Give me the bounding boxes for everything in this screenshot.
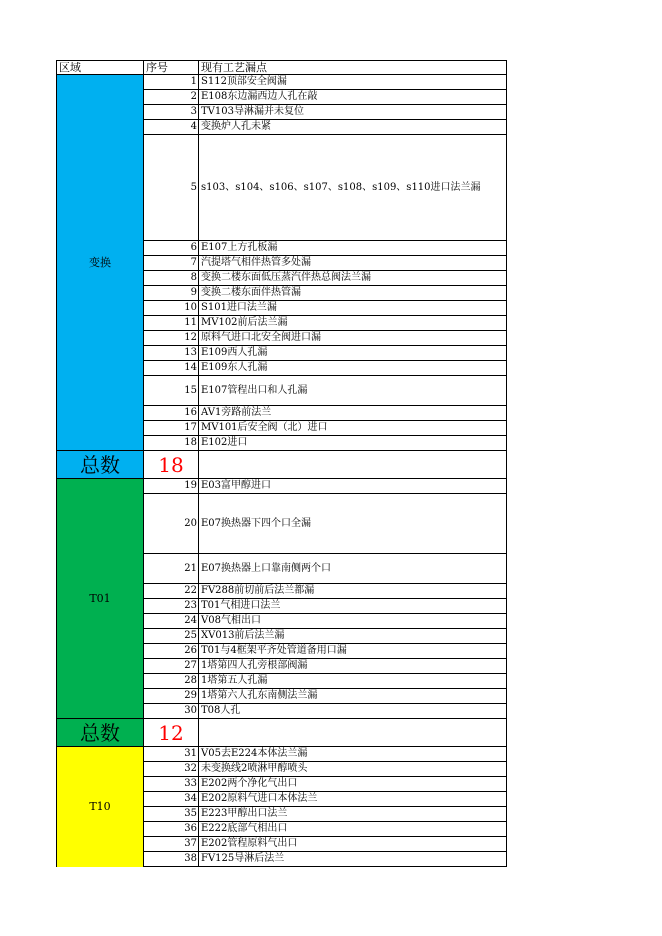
leak-point-cell[interactable]: E108东边漏西边人孔在敲 xyxy=(199,90,507,105)
leak-point-cell[interactable]: E07换热器下四个口全漏 xyxy=(199,494,507,554)
seq-cell[interactable]: 16 xyxy=(144,406,199,421)
seq-cell[interactable]: 9 xyxy=(144,286,199,301)
seq-cell[interactable]: 4 xyxy=(144,120,199,135)
total-label-cell[interactable]: 总数 xyxy=(57,451,144,479)
leak-point-cell[interactable]: XV013前后法兰漏 xyxy=(199,629,507,644)
seq-cell[interactable]: 6 xyxy=(144,241,199,256)
seq-cell[interactable]: 15 xyxy=(144,376,199,406)
leak-table xyxy=(56,60,507,867)
leak-point-cell[interactable]: MV102前后法兰漏 xyxy=(199,316,507,331)
leak-point-cell[interactable]: 未变换线2喷淋甲醇喷头 xyxy=(199,762,507,777)
seq-cell[interactable]: 7 xyxy=(144,256,199,271)
seq-cell[interactable]: 35 xyxy=(144,807,199,822)
leak-point-cell[interactable]: E102进口 xyxy=(199,436,507,451)
leak-point-cell[interactable]: E03富甲醇进口 xyxy=(199,479,507,494)
seq-cell[interactable]: 26 xyxy=(144,644,199,659)
header-leak[interactable]: 现有工艺漏点 xyxy=(199,61,507,75)
leak-point-cell[interactable]: 汽提塔气相伴热管多处漏 xyxy=(199,256,507,271)
seq-cell[interactable]: 21 xyxy=(144,554,199,584)
leak-point-cell[interactable]: 变换二楼东面伴热管漏 xyxy=(199,286,507,301)
seq-cell[interactable]: 30 xyxy=(144,704,199,719)
leak-point-cell[interactable]: AV1旁路前法兰 xyxy=(199,406,507,421)
total-count-cell[interactable]: 18 xyxy=(144,451,199,479)
seq-cell[interactable]: 20 xyxy=(144,494,199,554)
leak-point-cell[interactable]: 变换二楼东面低压蒸汽伴热总阀法兰漏 xyxy=(199,271,507,286)
table-row xyxy=(57,479,507,494)
leak-point-cell[interactable]: FV288前切前后法兰都漏 xyxy=(199,584,507,599)
leak-point-cell[interactable]: s103、s104、s106、s107、s108、s109、s110进口法兰漏 xyxy=(199,135,507,241)
leak-point-cell[interactable]: 变换炉人孔未紧 xyxy=(199,120,507,135)
leak-table-body xyxy=(57,61,507,867)
seq-cell[interactable]: 17 xyxy=(144,421,199,436)
leak-point-cell[interactable]: MV101后安全阀（北）进口 xyxy=(199,421,507,436)
header-row xyxy=(57,61,507,75)
seq-cell[interactable]: 11 xyxy=(144,316,199,331)
seq-cell[interactable]: 2 xyxy=(144,90,199,105)
seq-cell[interactable]: 32 xyxy=(144,762,199,777)
total-row xyxy=(57,719,507,747)
seq-cell[interactable]: 24 xyxy=(144,614,199,629)
seq-cell[interactable]: 36 xyxy=(144,822,199,837)
total-count-cell[interactable]: 12 xyxy=(144,719,199,747)
seq-cell[interactable]: 10 xyxy=(144,301,199,316)
seq-cell[interactable]: 8 xyxy=(144,271,199,286)
leak-point-cell[interactable]: E07换热器上口靠南侧两个口 xyxy=(199,554,507,584)
seq-cell[interactable]: 34 xyxy=(144,792,199,807)
leak-point-cell[interactable]: S112顶部安全阀漏 xyxy=(199,75,507,90)
seq-cell[interactable]: 14 xyxy=(144,361,199,376)
leak-point-cell[interactable]: T01气相进口法兰 xyxy=(199,599,507,614)
seq-cell[interactable]: 22 xyxy=(144,584,199,599)
leak-point-cell[interactable]: E202管程原料气出口 xyxy=(199,837,507,852)
seq-cell[interactable]: 25 xyxy=(144,629,199,644)
leak-point-cell[interactable]: TV103导淋漏并未复位 xyxy=(199,105,507,120)
total-row xyxy=(57,451,507,479)
seq-cell[interactable]: 37 xyxy=(144,837,199,852)
seq-cell[interactable]: 18 xyxy=(144,436,199,451)
leak-point-cell[interactable]: E107上方孔板漏 xyxy=(199,241,507,256)
leak-point-cell[interactable]: E202两个净化气出口 xyxy=(199,777,507,792)
header-region[interactable]: 区域 xyxy=(57,61,144,75)
header-seq[interactable]: 序号 xyxy=(144,61,199,75)
leak-point-cell[interactable]: 原料气进口北安全阀进口漏 xyxy=(199,331,507,346)
seq-cell[interactable]: 13 xyxy=(144,346,199,361)
table-row xyxy=(57,747,507,762)
leak-point-cell[interactable]: E107管程出口和人孔漏 xyxy=(199,376,507,406)
seq-cell[interactable]: 28 xyxy=(144,674,199,689)
leak-point-cell[interactable]: FV125导淋后法兰 xyxy=(199,852,507,867)
region-cell[interactable]: 变换 xyxy=(57,75,144,451)
leak-point-cell[interactable]: E109西人孔漏 xyxy=(199,346,507,361)
seq-cell[interactable]: 12 xyxy=(144,331,199,346)
seq-cell[interactable]: 5 xyxy=(144,135,199,241)
seq-cell[interactable]: 27 xyxy=(144,659,199,674)
leak-point-cell[interactable]: V05去E224本体法兰漏 xyxy=(199,747,507,762)
seq-cell[interactable]: 31 xyxy=(144,747,199,762)
total-label-cell[interactable]: 总数 xyxy=(57,719,144,747)
spreadsheet xyxy=(56,60,506,867)
seq-cell[interactable]: 3 xyxy=(144,105,199,120)
leak-point-cell[interactable]: E222底部气相出口 xyxy=(199,822,507,837)
leak-point-cell[interactable]: S101进口法兰漏 xyxy=(199,301,507,316)
leak-point-cell[interactable]: V08气相出口 xyxy=(199,614,507,629)
leak-point-cell[interactable]: T01与4框架平齐处管道备用口漏 xyxy=(199,644,507,659)
blank-cell[interactable] xyxy=(199,719,507,747)
seq-cell[interactable]: 38 xyxy=(144,852,199,867)
seq-cell[interactable]: 19 xyxy=(144,479,199,494)
seq-cell[interactable]: 1 xyxy=(144,75,199,90)
region-cell[interactable]: T10 xyxy=(57,747,144,867)
leak-point-cell[interactable]: 1塔第五人孔漏 xyxy=(199,674,507,689)
leak-point-cell[interactable]: E223甲醇出口法兰 xyxy=(199,807,507,822)
seq-cell[interactable]: 23 xyxy=(144,599,199,614)
leak-point-cell[interactable]: E202原料气进口本体法兰 xyxy=(199,792,507,807)
leak-point-cell[interactable]: E109东人孔漏 xyxy=(199,361,507,376)
region-cell[interactable]: T01 xyxy=(57,479,144,719)
table-row xyxy=(57,75,507,90)
leak-point-cell[interactable]: T08人孔 xyxy=(199,704,507,719)
seq-cell[interactable]: 29 xyxy=(144,689,199,704)
leak-point-cell[interactable]: 1塔第四人孔旁根部阀漏 xyxy=(199,659,507,674)
seq-cell[interactable]: 33 xyxy=(144,777,199,792)
leak-point-cell[interactable]: 1塔第六人孔东南侧法兰漏 xyxy=(199,689,507,704)
blank-cell[interactable] xyxy=(199,451,507,479)
